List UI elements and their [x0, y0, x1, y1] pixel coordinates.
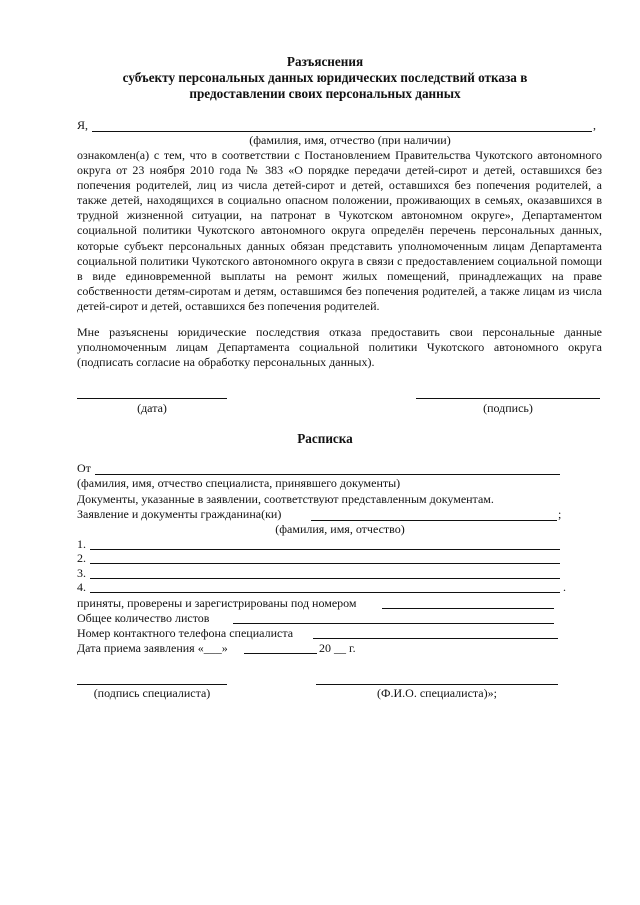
signature-caption: (подпись) — [483, 401, 533, 415]
signature-fill-line[interactable] — [416, 398, 600, 399]
date-fill-line[interactable] — [77, 398, 227, 399]
spec-fio-line[interactable] — [316, 684, 558, 685]
spec-fio-caption: (Ф.И.О. специалиста)»; — [377, 686, 497, 700]
docs-match-text: Документы, указанные в заявлении, соответствуют представленным документам. — [77, 492, 494, 506]
citizen-caption: (фамилия, имя, отчество) — [275, 522, 405, 536]
item-3-fill-line[interactable] — [90, 578, 560, 579]
item-2-label: 2. — [77, 551, 86, 565]
item-4-period: . — [563, 580, 566, 594]
receipt-title: Расписка — [297, 431, 353, 446]
date-received-year: 20 __ г. — [319, 641, 356, 655]
doc-title: Разъяснения — [286, 54, 364, 69]
fio-fill-line[interactable] — [92, 131, 592, 132]
citizen-semicolon: ; — [558, 507, 562, 521]
registered-label: приняты, проверены и зарегистрированы под номером — [77, 596, 357, 610]
fio-comma: , — [593, 118, 596, 132]
registered-number-line[interactable] — [382, 608, 554, 609]
doc-subtitle-line2: предоставлении своих персональных данных — [189, 86, 461, 101]
explain-paragraph-2: Мне разъяснены юридические последствия отказа предоставить свои персональные данные уполномоченным лицам Департамента социальной политики Чукотского автономного округа (подписать согласие на обработку персональных данных). — [77, 325, 602, 370]
item-1-fill-line[interactable] — [90, 549, 560, 550]
from-label: От — [77, 461, 91, 475]
phone-fill-line[interactable] — [313, 638, 558, 639]
date-received-month-line[interactable] — [244, 653, 317, 654]
doc-subtitle-line1: субъекту персональных данных юридических последствий отказа в — [122, 70, 528, 85]
phone-label: Номер контактного телефона специалиста — [77, 626, 294, 640]
item-4-fill-line[interactable] — [90, 592, 560, 593]
total-sheets-label: Общее количество листов — [77, 611, 210, 625]
application-label: Заявление и документы гражданина(ки) — [77, 507, 282, 521]
date-received-label: Дата приема заявления «___» — [77, 641, 228, 655]
ya-label: Я, — [77, 118, 89, 132]
item-2-fill-line[interactable] — [90, 563, 560, 564]
item-3-label: 3. — [77, 566, 86, 580]
item-4-label: 4. — [77, 580, 86, 594]
total-sheets-line[interactable] — [233, 623, 554, 624]
spec-signature-caption: (подпись специалиста) — [93, 686, 211, 700]
item-1-label: 1. — [77, 537, 86, 551]
from-caption: (фамилия, имя, отчество специалиста, принявшего документы) — [77, 476, 401, 490]
spec-signature-line[interactable] — [77, 684, 227, 685]
from-fill-line[interactable] — [95, 474, 560, 475]
explain-paragraph-1: ознакомлен(а) с тем, что в соответствии с Постановлением Правительства Чукотского автономного округа от 23 ноября 2010 года № 383 «О порядке передачи детей-сирот и детей, оставшихся без попечения родителей, лиц из числа детей-сирот и детей, оставшихся без попечения родителей, а также детей, находящихся в социально опасном положении, проживающих в семьях, оказавшихся в трудной жизненной ситуации, на патронат в Чукотском автономном округе», Департаментом социальной политики Чукотского автономного округа определён перечень персональных данных, которые субъект персональных данных обязан представить уполномоченным лицам Департамента социальной политики Чукотского автономного округа в связи с предоставлением социальной помощи в виде единовременной выплаты на ремонт жилых помещений, принадлежащих на праве собственности детям-сиротам и детям, оставшимся без попечения родителей, а также лицам из числа детей-сирот и детей, оставшихся без попечения родителей. — [77, 148, 602, 313]
fio-caption: (фамилия, имя, отчество (при наличии) — [249, 133, 451, 147]
date-caption: (дата) — [137, 401, 167, 415]
citizen-fill-line[interactable] — [311, 520, 557, 521]
